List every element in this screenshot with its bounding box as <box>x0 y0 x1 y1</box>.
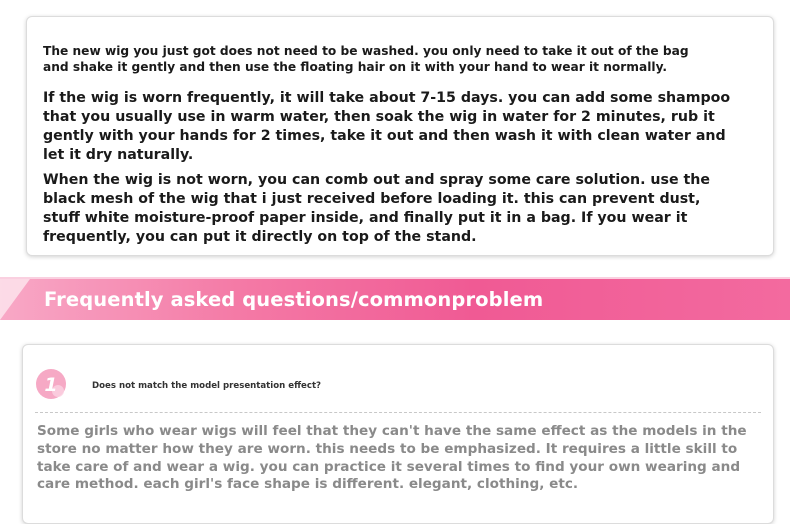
faq-banner-title: Frequently asked questions/commonproblem <box>44 288 544 311</box>
faq-answer: Some girls who wear wigs will feel that they can't have the same effect as the models in the store no matter how they are worn. this needs to be emphasized. It requires a little skill to take care of and wear a wig. you can practice it several times to find your own wearing and care method. each girl's face shape is different. elegant, clothing, etc. <box>37 423 747 493</box>
badge-number: 1 <box>44 374 58 396</box>
faq-question: Does not match the model presentation effect? <box>92 381 322 391</box>
faq-item-card <box>22 344 774 524</box>
faq-banner <box>0 277 790 320</box>
care-paragraph-new-wig: The new wig you just got does not need to be washed. you only need to take it out of the bag and shake it gently and then use the floating hair on it with your hand to wear it normally. <box>43 44 689 74</box>
care-paragraph-washing: If the wig is worn frequently, it will take about 7-15 days. you can add some shampoo that you usually use in warm water, then soak the wig in water for 2 minutes, rub it gently with your hands for 2 times, take it out and then wash it with clean water and let it dry naturally. <box>43 90 731 163</box>
care-instructions-card <box>26 16 774 256</box>
faq-divider <box>35 412 761 413</box>
care-paragraph-storage: When the wig is not worn, you can comb out and spray some care solution. use the black mesh of the wig that i just received before loading it. this can prevent dust, stuff white moisture-proof paper inside, and finally put it in a bag. If you wear it frequently, you can put it directly on top of the stand. <box>43 172 711 245</box>
banner-fold-decoration <box>0 279 30 320</box>
number-badge-icon <box>34 367 68 401</box>
